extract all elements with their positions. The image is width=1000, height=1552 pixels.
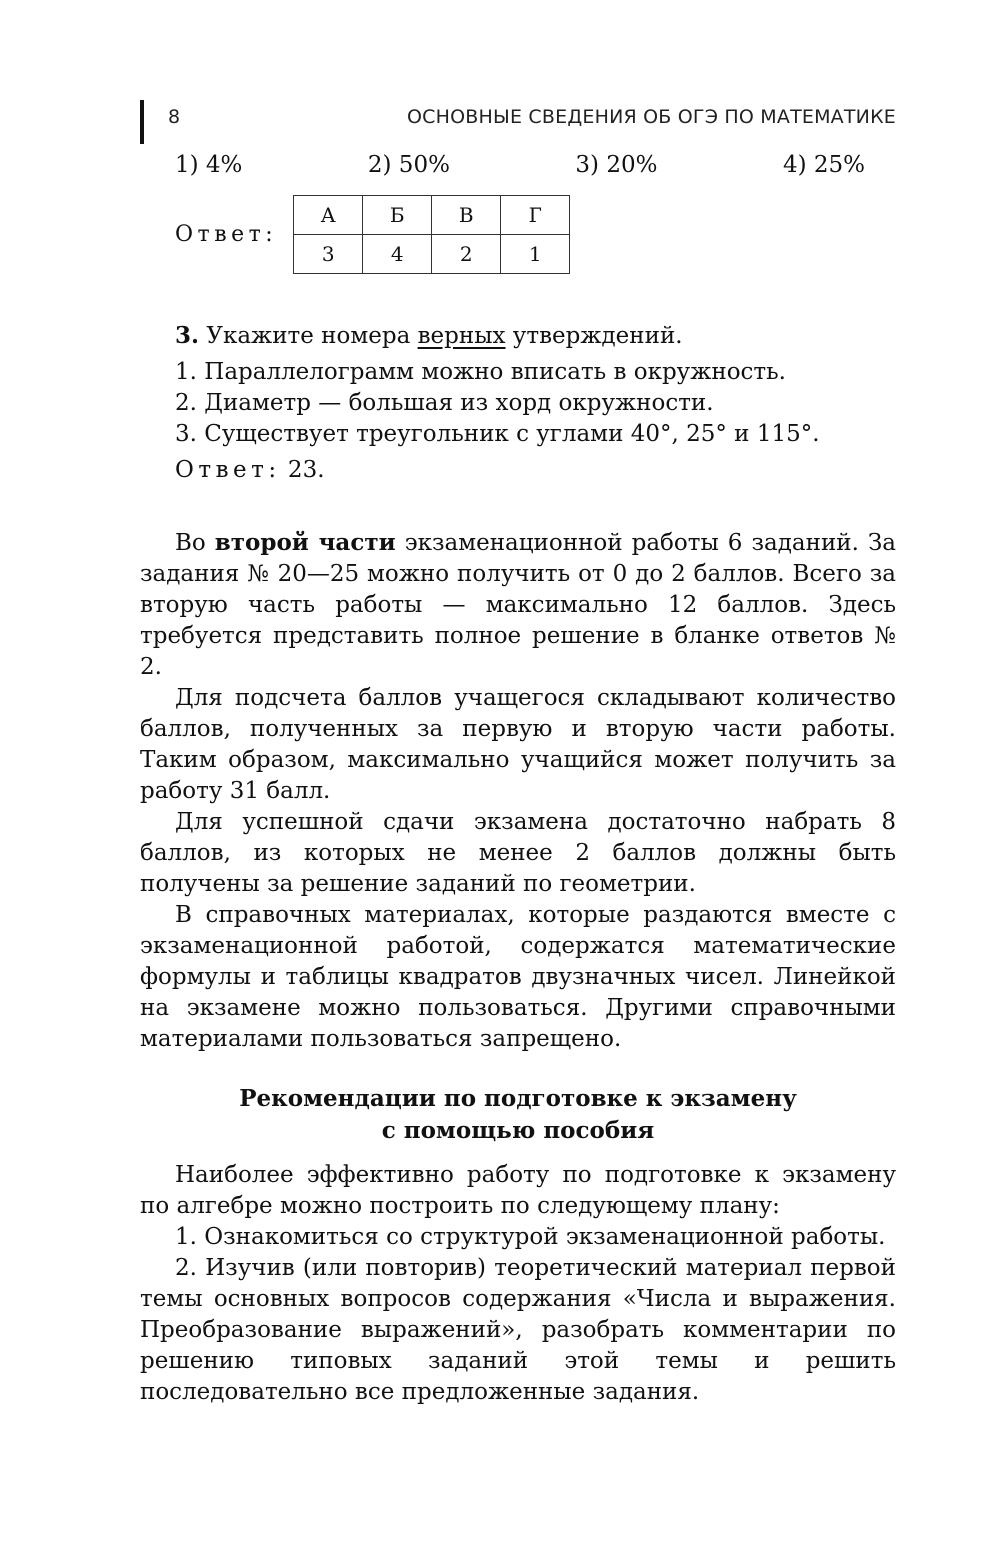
option-3: 3) 20% [575,152,658,178]
paragraph-part2-1 [140,527,896,683]
paragraph-rec-2: 1. Ознакомиться со структурой экзаменационной работы. [175,1224,886,1250]
paragraph-rec-1: Наиболее эффективно работу по подготовке к экзамену по алгебре можно построить по следующему плану: [140,1162,896,1219]
task-3-prompt-end: утверждений. [505,323,683,349]
page-number: 8 [168,106,181,128]
paragraph-part2-4: В справочных материалах, которые раздаются вместе с экзаменационной работой, содержатся математические формулы и таблицы квадратов двузначных чисел. Линейкой на экзамене можно пользоваться. Другими справочными материалами пользоваться запрещено. [140,902,896,1052]
recommendations-text [140,1160,896,1408]
answer-value-a: 3 [294,235,363,274]
option-4: 4) 25% [782,152,865,178]
answer-table-header-row [294,196,570,235]
paragraph-part2-3: Для успешной сдачи экзамена достаточно набрать 8 баллов, из которых не менее 2 баллов должны быть получены за решение заданий по геометрии. [140,809,896,897]
task-3-answer [140,455,896,486]
section-heading-line-1: Рекомендации по подготовке к экзамену [239,1085,797,1112]
page-header [168,106,896,128]
task-3 [140,320,896,486]
part-2-description [140,527,896,1055]
statement-3: 3. Существует треугольник с углами 40°, 25° и 115°. [175,421,820,447]
statement-1: 1. Параллелограмм можно вписать в окружность. [175,359,786,385]
task-3-prompt [140,320,896,352]
answer-table-value-row [294,235,570,274]
answer-table-row [175,195,570,274]
answer-header-b: Б [363,196,432,235]
answer-header-g: Г [501,196,570,235]
part2-p1-start: Во [175,530,215,556]
paragraph-part2-2: Для подсчета баллов учащегося складывают количество баллов, полученных за первую и вторую части работы. Таким образом, максимально учащийся может получить за работу 31 балл. [140,685,896,804]
statement-2: 2. Диаметр — большая из хорд окружности. [175,390,714,416]
task-3-prompt-start: Укажите номера [199,323,418,349]
paragraph-rec-3: 2. Изучив (или повторив) теоретический материал первой темы основных вопросов содержания «Числа и выражения. Преобразование выражений», разобрать комментарии по решению типовых заданий этой темы и решить последовательно все предложенные задания. [140,1255,896,1405]
answer-table [293,195,570,274]
task-3-number: 3. [175,322,200,349]
section-heading [140,1083,896,1147]
option-1: 1) 4% [175,152,243,178]
answer-value-v: 2 [432,235,501,274]
answer-options [175,152,865,178]
answer-header-a: А [294,196,363,235]
answer-value-g: 1 [501,235,570,274]
part2-p1-bold: второй части [214,529,396,556]
option-2: 2) 50% [367,152,450,178]
task-3-answer-value: 23. [280,457,325,483]
running-title: ОСНОВНЫЕ СВЕДЕНИЯ ОБ ОГЭ ПО МАТЕМАТИКЕ [407,106,896,128]
task-3-answer-label: Ответ: [175,457,281,483]
answer-label: Ответ: [175,222,278,247]
task-3-underlined-word: верных [417,323,506,349]
section-heading-line-2: с помощью пособия [381,1117,655,1144]
part2-p1-end: экзаменационной работы 6 заданий. За задания № 20—25 можно получить от 0 до 2 баллов. Всего за вторую часть работы — максимально 12 баллов. Здесь требуется представить полное решение в бланке ответов № 2. [140,530,896,680]
header-rule [140,100,144,144]
answer-header-v: В [432,196,501,235]
answer-value-b: 4 [363,235,432,274]
